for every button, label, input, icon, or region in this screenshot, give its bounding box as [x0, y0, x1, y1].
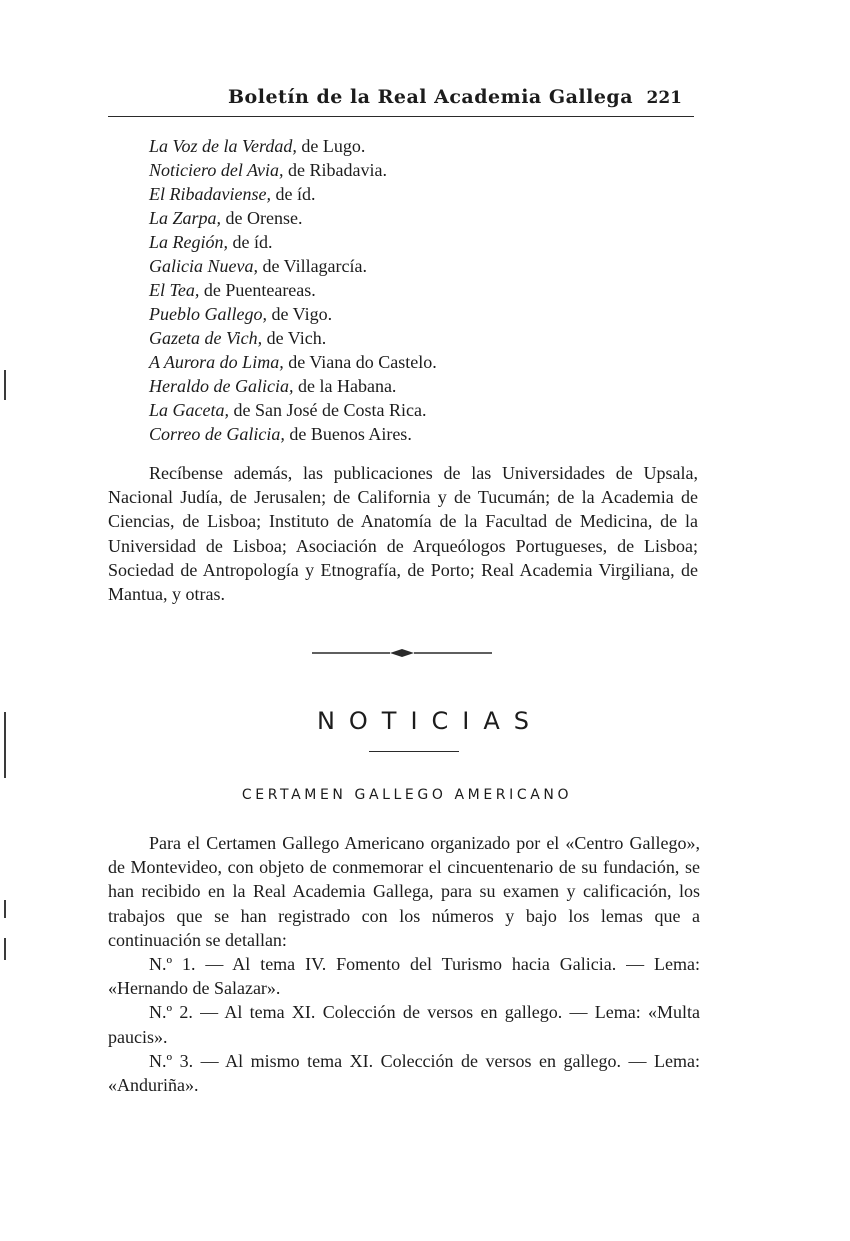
publication-item [149, 278, 437, 302]
publication-place: de íd. [228, 232, 273, 252]
publication-place: de Orense. [221, 208, 303, 228]
publication-name: La Zarpa, [149, 208, 222, 228]
page-number: 221 [646, 88, 682, 108]
publication-item [149, 254, 437, 278]
received-publications-paragraph: Recíbense además, las publicaciones de las Universidades de Upsala, Nacional Judía, de Jerusalen; de California y de Tucumán; de la Academia de Ciencias, de Lisboa; Instituto de Anatomía de la Facultad de Medicina, de la Universidad de Lisboa; Asociación de Arqueólogos Portugueses, de Lisboa; Sociedad de Antropología y Etnografía, de Porto; Real Academia Virgiliana, de Mantua, y otras. [108, 463, 698, 605]
publication-item [149, 158, 437, 182]
publication-place: de San José de Costa Rica. [229, 400, 427, 420]
certamen-intro: Para el Certamen Gallego Americano organizado por el «Centro Gallego», de Montevideo, con objeto de conmemorar el cincuentenario de su fundación, se han recibido en la Real Academia Gallega, para su examen y calificación, los trabajos que se han registrado con los números y bajo los lemas que a continuación se detallan: [108, 833, 700, 950]
certamen-entry: N.º 2. — Al tema XI. Colección de versos en gallego. — Lema: «Multa paucis». [108, 1002, 700, 1047]
publication-name: El Ribadaviense, [149, 184, 271, 204]
publication-place: de Buenos Aires. [284, 424, 412, 444]
publication-name: El Tea, [149, 280, 200, 300]
publication-name: La Gaceta, [149, 400, 229, 420]
margin-mark [4, 938, 6, 960]
publication-item [149, 422, 437, 446]
publication-place: de íd. [270, 184, 316, 204]
publication-item [149, 302, 437, 326]
publication-name: Heraldo de Galicia, [149, 376, 294, 396]
certamen-entry: N.º 1. — Al tema IV. Fomento del Turismo hacia Galicia. — Lema: «Hernando de Salazar». [108, 954, 700, 999]
publication-item [149, 374, 437, 398]
publication-name: A Aurora do Lima, [149, 352, 284, 372]
publication-place: de Lugo. [296, 136, 366, 156]
publication-place: de Villagarcía. [257, 256, 368, 276]
publication-place: de la Habana. [293, 376, 397, 396]
certamen-body [108, 831, 700, 1097]
section-title-rule [369, 751, 459, 752]
publication-list [149, 134, 437, 446]
publication-item [149, 206, 437, 230]
running-title: Boletín de la Real Academia Gallega [228, 86, 634, 108]
running-header [108, 86, 694, 117]
publication-name: La Región, [149, 232, 228, 252]
publication-item [149, 230, 437, 254]
publication-name: Noticiero del Avia, [149, 160, 284, 180]
publication-item [149, 350, 437, 374]
certamen-entry: N.º 3. — Al mismo tema XI. Colección de versos en gallego. — Lema: «Anduriña». [108, 1050, 700, 1096]
publication-name: Correo de Galicia, [149, 424, 285, 444]
publication-name: Pueblo Gallego, [149, 304, 267, 324]
subsection-title: CERTAMEN GALLEGO AMERICANO [241, 787, 573, 803]
ornament-divider [312, 647, 492, 659]
publication-place: de Vigo. [266, 304, 333, 324]
margin-mark [4, 900, 6, 918]
section-title: NOTICIAS [316, 707, 544, 735]
publication-place: de Ribadavia. [283, 160, 387, 180]
publication-place: de Puenteareas. [199, 280, 316, 300]
margin-mark [4, 370, 6, 400]
publication-item [149, 326, 437, 350]
publication-item [149, 134, 437, 158]
publication-place: de Vich. [262, 328, 327, 348]
publication-name: Gazeta de Vich, [149, 328, 263, 348]
publication-item [149, 398, 437, 422]
publication-item [149, 182, 437, 206]
publication-name: Galicia Nueva, [149, 256, 258, 276]
publication-place: de Viana do Castelo. [283, 352, 437, 372]
publication-name: La Voz de la Verdad, [149, 136, 297, 156]
